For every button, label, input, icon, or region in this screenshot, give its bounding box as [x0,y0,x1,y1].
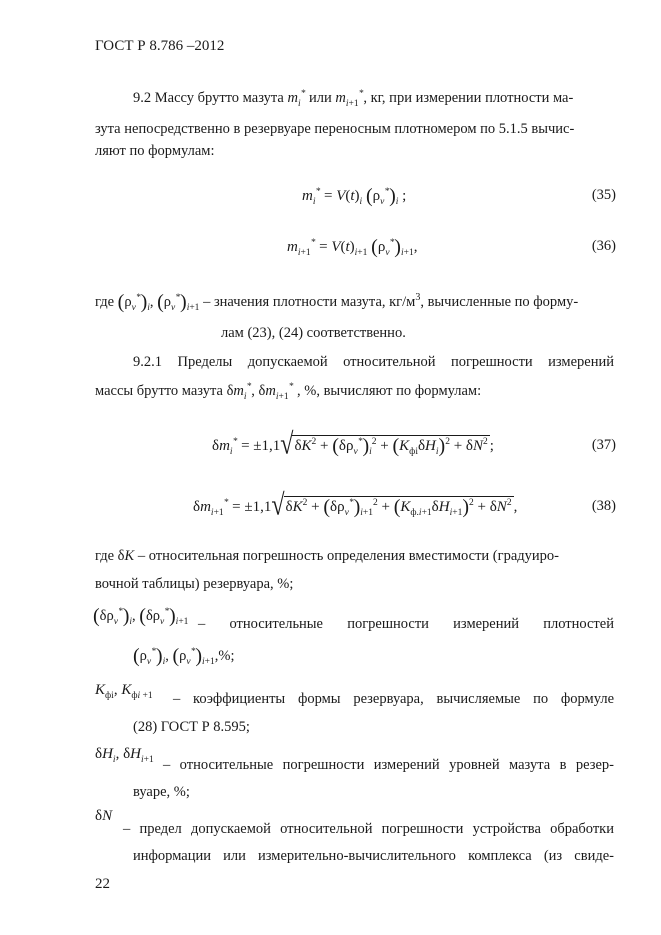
symbol-m-i1-star: $m_{i+1}^*$ [335,89,364,109]
formula-36: $m_{i+1}^* = V(t)_{i+1}$ $(\rho_v^*)_{i+1}$, [287,236,418,258]
paragraph-9-2-1-line-2: массы брутто мазута $\delta m_i^*$, $\delta m_{i+1}^*$ , %, вычисляют по формулам: [95,382,482,402]
definition-dK-line-1: где δK – относительная погрешность определения вместимости (градуиро- [95,548,559,564]
equation-number-35: (35) [591,187,616,203]
paragraph-9-2-line-2: зута непосредственно в резервуаре переносным плотномером по 5.1.5 вычис- [95,121,575,137]
paragraph-9-2-line-3: ляют по формулам: [95,143,215,159]
equation-number-36: (36) [591,238,616,254]
symbol-delta-N: δN [95,808,113,824]
symbol-delta-K: δK [117,548,135,564]
symbol-delta-rho: $(\delta\rho_v^*)_i$, $(\delta\rho_v^*)_{i+1}$ [93,605,189,627]
definition-drho-line-1: – относительные погрешности измерений плотностей [198,616,614,632]
document-header: ГОСТ Р 8.786 –2012 [95,38,225,54]
definition-drho-line-2: $(\rho_v^*)_i$, $(\rho_v^*)_{i+1},\%$; [133,645,235,667]
definition-dN-line-2: информации или измерительно-вычислительного комплекса (из свиде- [133,848,614,864]
page-number: 22 [95,876,110,892]
definition-K-line-1: – коэффициенты формы резервуара, вычисляемые по формуле [173,691,614,707]
where-density-line-1: где $(\rho_v^*)_i$, $(\rho_v^*)_{i+1}$ – значения плотности мазута, $кг/м^3$, вычисленные по форму- [95,291,579,313]
equation-number-37: (37) [591,437,616,453]
symbol-delta-H: $\delta H_i$, $\delta H_{i+1}$ [95,746,154,765]
formula-37: $\delta m_i^* = \pm 1,1√\delta K^2 + (\delta\rho_v^*)_i^2 + (K_{фi}\delta H_i)^2 + \delta N^2$ ; [212,428,494,462]
symbol-delta-m: $\delta m_i^*$, $\delta m_{i+1}^*$ [226,382,294,402]
equation-number-38: (38) [591,498,616,514]
symbol-m-i-star: $m_i^*$ [287,89,306,109]
definition-dH-line-2: вуаре, %; [133,784,190,800]
paragraph-9-2-1-line-1: 9.2.1 Пределы допускаемой относительной погрешности измерений [133,354,614,370]
symbol-rho-v-i: $(\rho_v^*)_i$, $(\rho_v^*)_{i+1}$ [117,291,200,313]
paragraph-9-2-line-1: 9.2 Массу брутто мазута $m_i^*$ или $m_{i+1}^*$, кг, при измерении плотности ма- [133,89,574,109]
definition-dH-line-1: – относительные погрешности измерений уровней мазута в резер- [163,757,614,773]
symbol-K-phi: $K_{фi}$, $K_{фi}$ $_{+1}$ [95,682,153,701]
formula-35: $m_i^* = V(t)_i$ $(\rho_v^*)_i$ ; [302,185,407,207]
definition-dK-line-2: вочной таблицы) резервуара, %; [95,576,294,592]
formula-38: $\delta m_{i+1}^* = \pm 1,1√\delta K^2 + (\delta\rho_v^*)_{i+1}^2 + (K_{ф.i+1}\delta H_{i+1})^2 + \delta N^2$ , [193,489,518,523]
definition-dN-line-1: – предел допускаемой относительной погрешности устройства обработки [123,821,614,837]
where-density-line-2: лам (23), (24) соответственно. [221,325,406,341]
definition-K-line-2: (28) ГОСТ Р 8.595; [133,719,250,735]
